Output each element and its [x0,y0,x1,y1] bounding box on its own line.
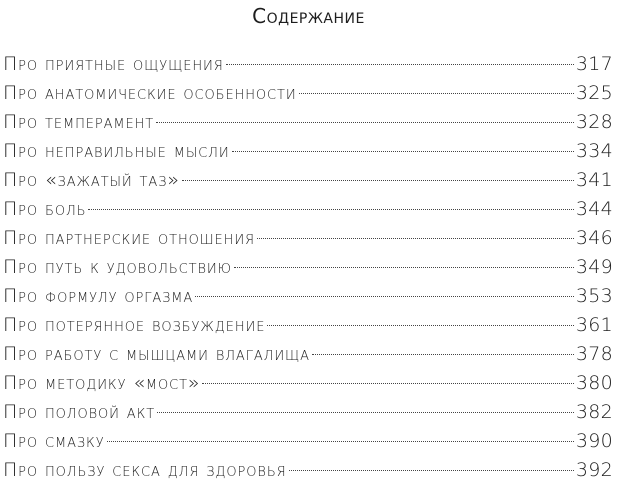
toc-entry[interactable] [3,311,613,340]
toc-entry-page-number: 344 [575,198,613,220]
toc-entry-label: Про партнерские отношения [3,227,255,249]
dot-leader [257,238,574,239]
dot-leader [202,383,573,384]
toc-entry[interactable] [3,50,613,79]
toc-entry[interactable] [3,456,613,485]
toc-entry-label: Про смазку [3,430,105,452]
dot-leader [88,209,573,210]
toc-entry[interactable] [3,282,613,311]
toc-entry-label: Про работу с мышцами влагалища [3,343,310,365]
toc-entry-label: Про неправильные мысли [3,140,230,162]
toc-entry-label: Про приятные ощущения [3,53,224,75]
toc-entry[interactable] [3,340,613,369]
dot-leader [232,151,574,152]
toc-entry-label: Про потерянное возбуждение [3,314,266,336]
toc-entry-label: Про анатомические особенности [3,82,297,104]
toc-entry-page-number: 341 [575,169,613,191]
toc-entry-page-number: 361 [575,314,613,336]
toc-entry-page-number: 349 [575,256,613,278]
dot-leader [107,441,574,442]
toc-entry[interactable] [3,224,613,253]
toc-entry[interactable] [3,108,613,137]
toc-entry[interactable] [3,253,613,282]
toc-entry[interactable] [3,166,613,195]
dot-leader [226,64,574,65]
dot-leader [312,354,574,355]
toc-entry-label: Про методику «мост» [3,372,201,394]
toc-entry[interactable] [3,79,613,108]
toc-entry-page-number: 334 [575,140,613,162]
toc-entry-page-number: 378 [575,343,613,365]
toc-entry[interactable] [3,369,613,398]
toc-entry-page-number: 380 [575,372,613,394]
toc-entry-page-number: 325 [575,82,613,104]
toc-entry-page-number: 317 [575,53,613,75]
dot-leader [234,267,574,268]
toc-entry-page-number: 328 [575,111,613,133]
toc-entry-page-number: 392 [575,459,613,481]
dot-leader [157,412,574,413]
toc-entry-page-number: 346 [575,227,613,249]
dot-leader [195,296,574,297]
toc-entry[interactable] [3,137,613,166]
dot-leader [299,93,574,94]
toc-entry[interactable] [3,398,613,427]
toc-entry[interactable] [3,195,613,224]
page-title: Содержание [252,4,365,28]
dot-leader [156,122,574,123]
toc-entry-label: Про «зажатый таз» [3,169,180,191]
table-of-contents [3,50,613,485]
toc-entry-label: Про формулу оргазма [3,285,194,307]
toc-entry-page-number: 382 [575,401,613,423]
toc-entry-label: Про темперамент [3,111,155,133]
toc-entry-label: Про половой акт [3,401,156,423]
dot-leader [289,470,574,471]
toc-entry-label: Про путь к удовольствию [3,256,232,278]
toc-entry[interactable] [3,427,613,456]
toc-entry-label: Про боль [3,198,87,220]
dot-leader [182,180,574,181]
toc-entry-label: Про пользу секса для здоровья [3,459,287,481]
dot-leader [267,325,573,326]
toc-entry-page-number: 353 [575,285,613,307]
toc-entry-page-number: 390 [575,430,613,452]
